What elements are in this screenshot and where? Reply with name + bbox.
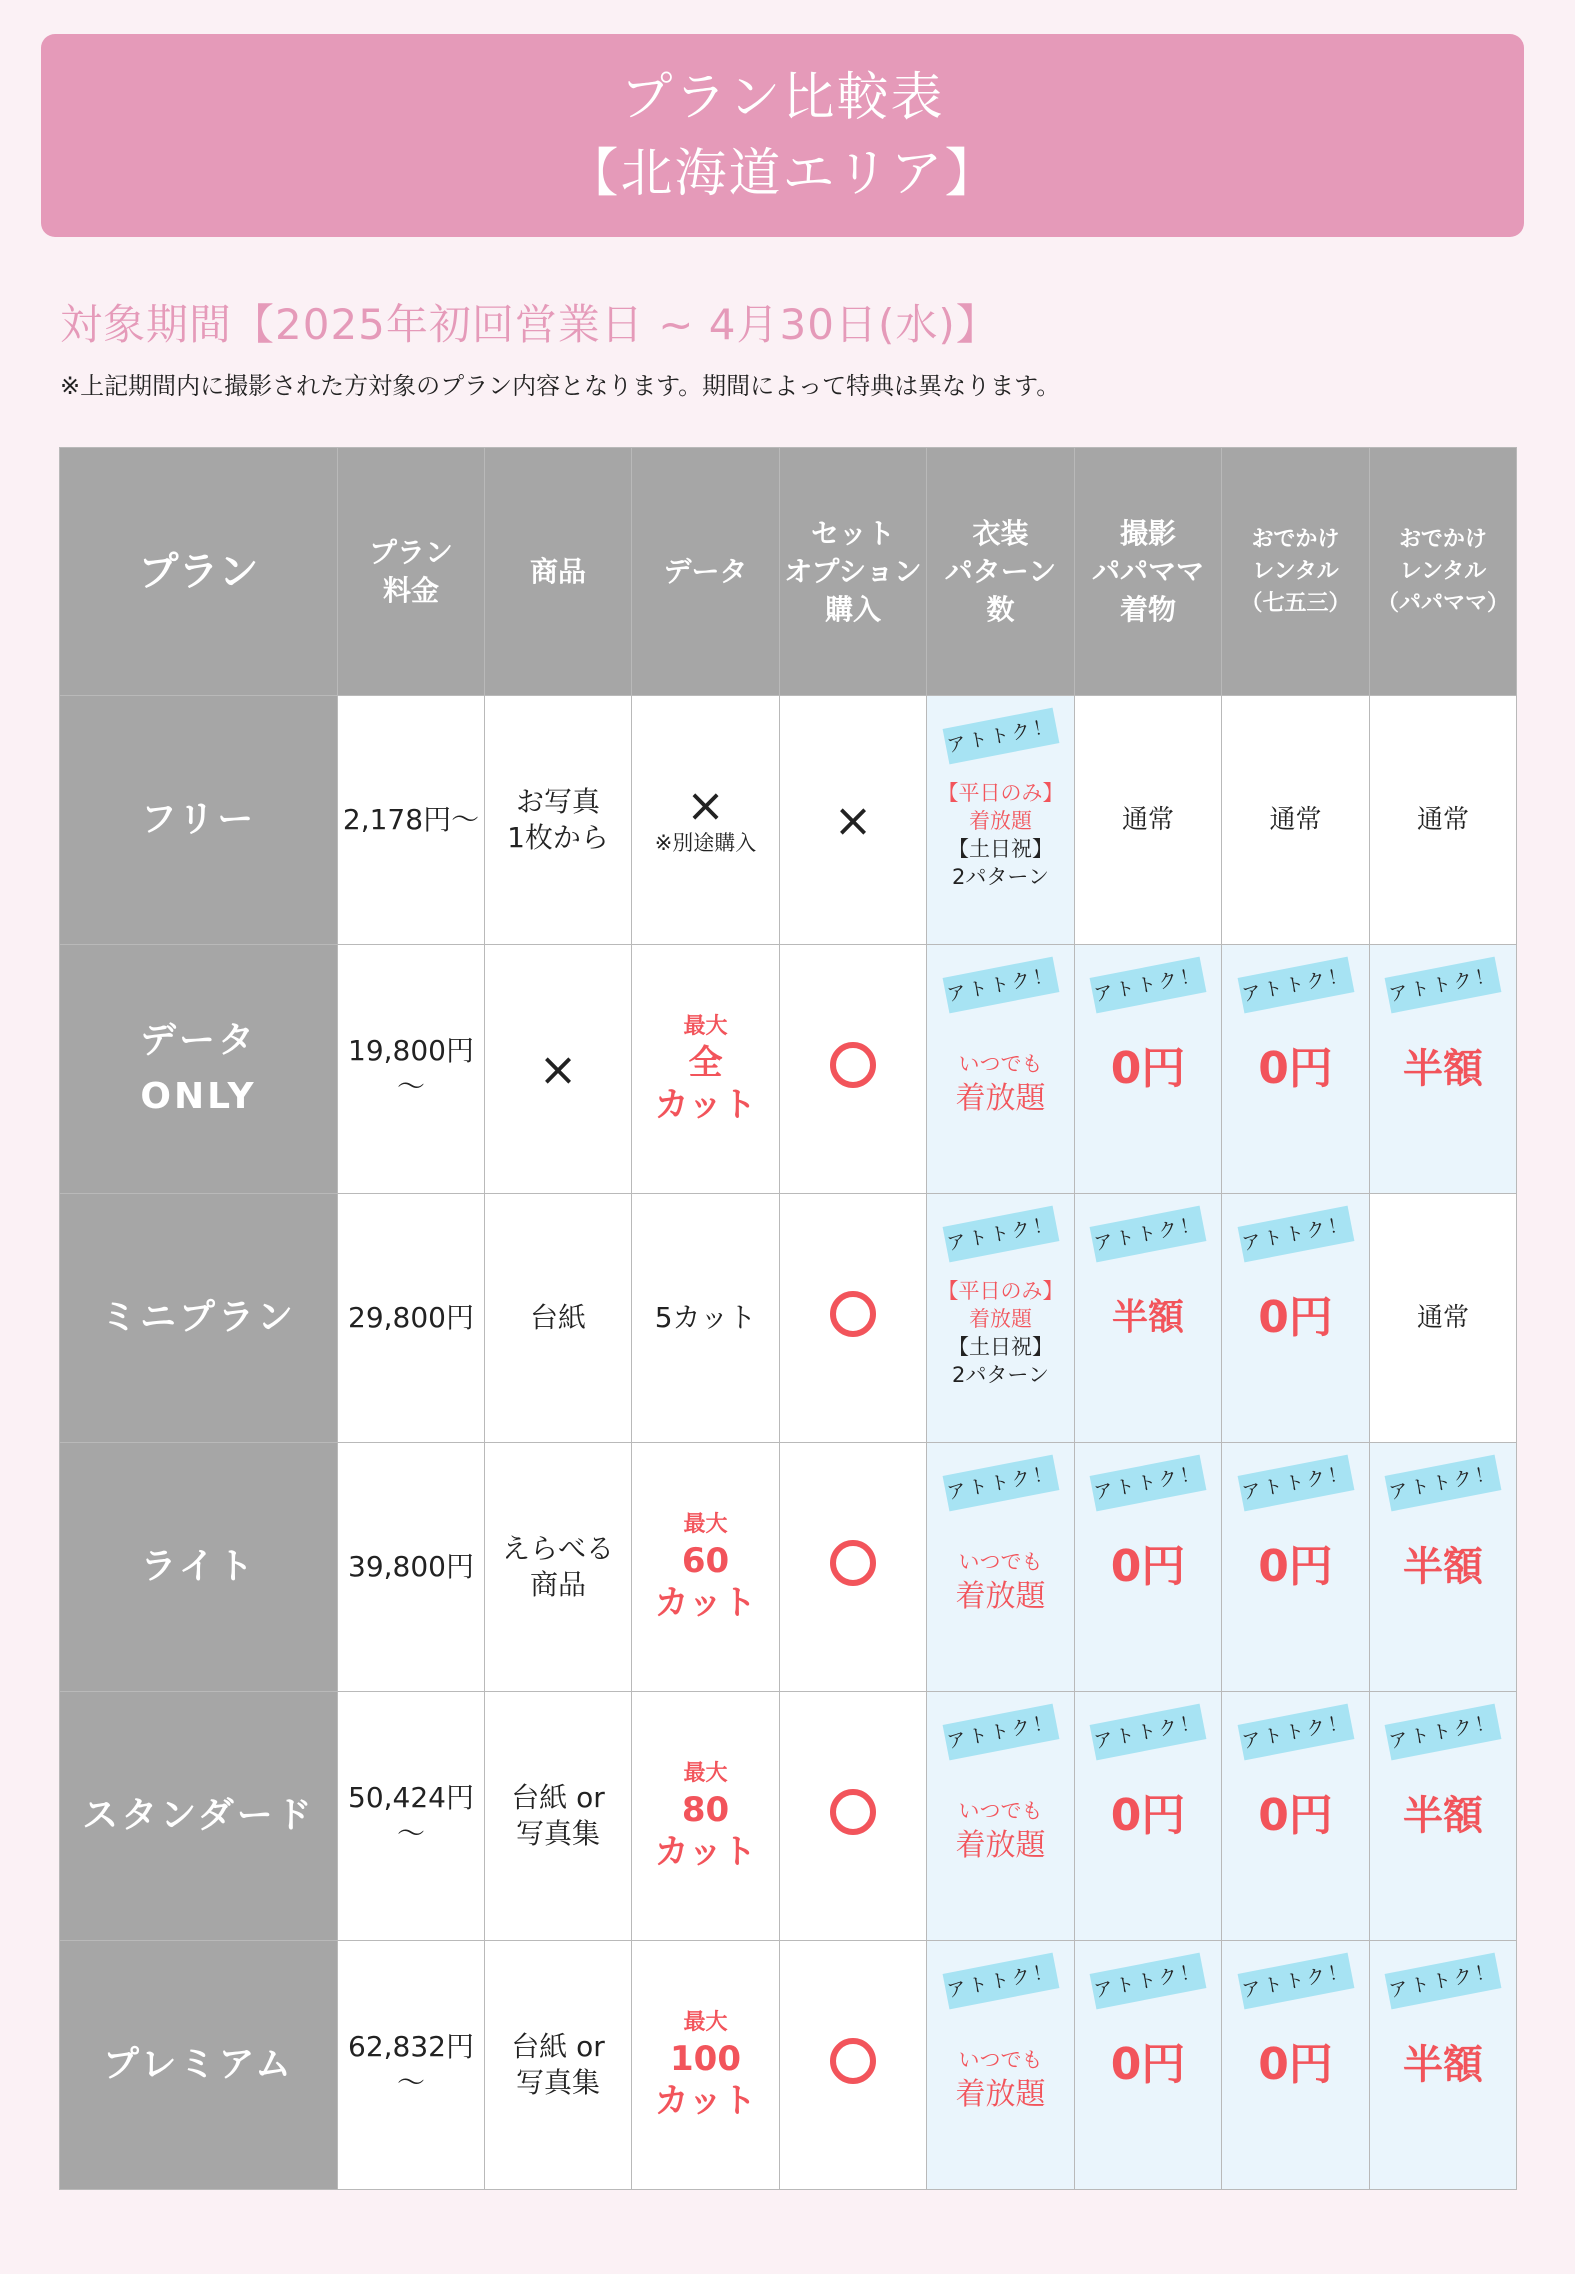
header-row xyxy=(60,448,1517,696)
separate-purchase-note: ※別途購入 xyxy=(654,831,757,855)
product-line: 台紙 or xyxy=(511,1781,605,1814)
plan-outing-parent xyxy=(1370,1941,1517,2190)
header-line: レンタル xyxy=(1399,558,1487,584)
header-product: 商品 xyxy=(485,448,632,696)
zero-yen: 0円 xyxy=(1110,1043,1186,1094)
atotoku-tag: アトトク！ xyxy=(1237,1704,1354,1761)
target-period: 対象期間【2025年初回営業日 ~ 4月30日(水)】 xyxy=(60,300,999,349)
product-line: 写真集 xyxy=(515,1817,600,1850)
atotoku-tag: アトトク！ xyxy=(1385,1455,1502,1512)
fee-value: 29,800円 xyxy=(348,1301,474,1334)
plan-row-free xyxy=(60,696,1517,945)
plan-product xyxy=(485,696,632,945)
fee-value: 39,800円 xyxy=(348,1550,474,1583)
anytime-label: いつでも xyxy=(958,2048,1043,2072)
product-line: 写真集 xyxy=(515,2066,600,2099)
cross-mark: × xyxy=(538,1042,578,1096)
header-fee xyxy=(338,448,485,696)
header-fee-line: 料金 xyxy=(382,573,439,607)
header-line: （パパママ） xyxy=(1376,590,1509,616)
plan-row-premium xyxy=(60,1941,1517,2190)
cross-mark: × xyxy=(833,793,873,847)
circle-mark-icon xyxy=(830,1042,876,1088)
data-max-label: 最大 xyxy=(683,1761,728,1786)
product-line: 台紙 xyxy=(529,1301,586,1334)
atotoku-tag: アトトク！ xyxy=(1237,957,1354,1014)
zero-yen: 0円 xyxy=(1258,2039,1333,2090)
plan-product xyxy=(485,1692,632,1941)
plan-data xyxy=(632,1194,780,1443)
weekday-free-label: 着放題 xyxy=(969,1307,1032,1331)
half-price: 半額 xyxy=(1111,1297,1184,1338)
header-data: データ xyxy=(632,448,780,696)
product-line: お写真 xyxy=(515,785,600,818)
header-costume xyxy=(927,448,1075,696)
plan-name-line: データ xyxy=(139,1020,257,1061)
normal-label: 通常 xyxy=(1121,805,1174,835)
period-note: ※上記期間内に撮影された方対象のプラン内容となります。期間によって特典は異なります。 xyxy=(60,372,1061,400)
header-plan: プラン xyxy=(60,448,338,696)
plan-costume xyxy=(927,1941,1075,2190)
plan-product xyxy=(485,945,632,1194)
plan-outing-753 xyxy=(1222,1692,1370,1941)
anytime-label: いつでも xyxy=(958,1052,1043,1076)
atotoku-tag: アトトク！ xyxy=(1385,1704,1502,1761)
header-line: レンタル xyxy=(1252,558,1339,584)
atotoku-tag: アトトク！ xyxy=(942,1953,1059,2010)
product-line: えらべる xyxy=(501,1532,614,1565)
circle-mark-icon xyxy=(830,2038,876,2084)
fee-value: 2,178円〜 xyxy=(342,803,480,836)
plan-outing-753 xyxy=(1222,945,1370,1194)
title-banner xyxy=(41,34,1524,237)
normal-label: 通常 xyxy=(1416,805,1469,835)
circle-mark-icon xyxy=(830,1540,876,1586)
plan-row-standard xyxy=(60,1692,1517,1941)
data-max-label: 最大 xyxy=(683,1014,728,1039)
plan-product xyxy=(485,1194,632,1443)
atotoku-tag: アトトク！ xyxy=(1090,957,1207,1014)
plan-fee xyxy=(338,1194,485,1443)
page-subtitle: 【北海道エリア】 xyxy=(566,143,999,204)
plan-set-option xyxy=(780,1443,927,1692)
plan-name: ライト xyxy=(60,1443,338,1692)
data-amount: 80 xyxy=(681,1790,730,1830)
free-wear-label: 着放題 xyxy=(955,1081,1046,1116)
plan-parent-kimono xyxy=(1075,1692,1222,1941)
plan-name: スタンダード xyxy=(60,1692,338,1941)
half-price: 半額 xyxy=(1403,2042,1483,2088)
plan-set-option xyxy=(780,1941,927,2190)
header-line: （七五三） xyxy=(1240,590,1351,616)
normal-label: 通常 xyxy=(1269,805,1322,835)
plan-product xyxy=(485,1941,632,2190)
weekend-count: 2パターン xyxy=(952,865,1049,889)
plan-costume xyxy=(927,696,1075,945)
plan-row-mini xyxy=(60,1194,1517,1443)
plan-outing-753 xyxy=(1222,696,1370,945)
weekday-label: 【平日のみ】 xyxy=(937,781,1064,805)
header-set-option xyxy=(780,448,927,696)
header-line: セット xyxy=(810,516,895,550)
header-line: 購入 xyxy=(824,592,881,626)
half-price: 半額 xyxy=(1403,1544,1483,1590)
plan-name xyxy=(60,945,338,1194)
header-line: 数 xyxy=(986,592,1015,626)
header-line: 着物 xyxy=(1119,592,1176,626)
header-line: オプション xyxy=(784,554,922,588)
fee-suffix: 〜 xyxy=(396,2066,425,2099)
data-amount: 全 xyxy=(688,1043,723,1083)
plan-outing-parent xyxy=(1370,696,1517,945)
header-line: おでかけ xyxy=(1399,526,1487,552)
plan-outing-parent xyxy=(1370,945,1517,1194)
data-amount: 100 xyxy=(670,2039,741,2079)
zero-yen: 0円 xyxy=(1110,2039,1186,2090)
weekday-label: 【平日のみ】 xyxy=(937,1279,1064,1303)
plan-costume xyxy=(927,1443,1075,1692)
free-wear-label: 着放題 xyxy=(955,1828,1046,1863)
plan-comparison-table xyxy=(59,447,1517,2190)
zero-yen: 0円 xyxy=(1258,1541,1333,1592)
data-cut-label: カット xyxy=(654,2081,757,2121)
header-line: パパママ xyxy=(1091,554,1204,588)
header-outing-parent xyxy=(1370,448,1517,696)
fee-value: 19,800円 xyxy=(348,1034,474,1067)
plan-set-option xyxy=(780,1194,927,1443)
plan-fee xyxy=(338,1443,485,1692)
plan-outing-parent xyxy=(1370,1194,1517,1443)
atotoku-tag: アトトク！ xyxy=(1385,1953,1502,2010)
anytime-label: いつでも xyxy=(958,1799,1043,1823)
fee-value: 50,424円 xyxy=(348,1781,474,1814)
product-line: 台紙 or xyxy=(511,2030,605,2063)
plan-name-line: ONLY xyxy=(140,1076,257,1117)
weekend-count: 2パターン xyxy=(952,1363,1049,1387)
plan-data xyxy=(632,1692,780,1941)
atotoku-tag: アトトク！ xyxy=(1237,1953,1354,2010)
half-price: 半額 xyxy=(1403,1793,1483,1839)
cross-mark: × xyxy=(686,778,725,832)
normal-label: 通常 xyxy=(1416,1303,1469,1333)
plan-outing-753 xyxy=(1222,1443,1370,1692)
data-amount: 60 xyxy=(681,1541,730,1581)
weekday-free-label: 着放題 xyxy=(969,809,1032,833)
plan-parent-kimono xyxy=(1075,945,1222,1194)
data-text: 5カット xyxy=(654,1301,757,1334)
plan-name: フリー xyxy=(60,696,338,945)
plan-set-option xyxy=(780,945,927,1194)
zero-yen: 0円 xyxy=(1258,1790,1333,1841)
plan-outing-parent xyxy=(1370,1443,1517,1692)
atotoku-tag: アトトク！ xyxy=(942,957,1059,1014)
plan-costume xyxy=(927,1692,1075,1941)
fee-suffix: 〜 xyxy=(396,1817,425,1850)
header-fee-line: プラン xyxy=(368,535,453,569)
atotoku-tag: アトトク！ xyxy=(1237,1455,1354,1512)
free-wear-label: 着放題 xyxy=(955,1579,1046,1614)
plan-row-light xyxy=(60,1443,1517,1692)
data-cut-label: カット xyxy=(654,1085,757,1125)
atotoku-tag: アトトク！ xyxy=(1090,1455,1207,1512)
zero-yen: 0円 xyxy=(1258,1292,1333,1343)
plan-data xyxy=(632,696,780,945)
header-line: 撮影 xyxy=(1119,516,1176,550)
atotoku-tag: アトトク！ xyxy=(1385,957,1502,1014)
atotoku-tag: アトトク！ xyxy=(942,1206,1059,1263)
data-cut-label: カット xyxy=(654,1583,757,1623)
plan-product xyxy=(485,1443,632,1692)
plan-costume xyxy=(927,945,1075,1194)
atotoku-tag: アトトク！ xyxy=(942,1704,1059,1761)
anytime-label: いつでも xyxy=(958,1550,1043,1574)
data-max-label: 最大 xyxy=(683,2010,728,2035)
plan-outing-753 xyxy=(1222,1194,1370,1443)
plan-fee xyxy=(338,945,485,1194)
plan-data xyxy=(632,1443,780,1692)
plan-costume xyxy=(927,1194,1075,1443)
atotoku-tag: アトトク！ xyxy=(1090,1206,1207,1263)
zero-yen: 0円 xyxy=(1258,1043,1333,1094)
free-wear-label: 着放題 xyxy=(955,2077,1046,2112)
product-line: 1枚から xyxy=(507,821,609,854)
circle-mark-icon xyxy=(830,1291,876,1337)
header-line: 衣装 xyxy=(972,516,1029,550)
zero-yen: 0円 xyxy=(1110,1541,1186,1592)
circle-mark-icon xyxy=(830,1789,876,1835)
fee-suffix: 〜 xyxy=(396,1070,425,1103)
atotoku-tag: アトトク！ xyxy=(1237,1206,1354,1263)
data-max-label: 最大 xyxy=(683,1512,728,1537)
half-price: 半額 xyxy=(1403,1046,1483,1092)
header-parent-kimono xyxy=(1075,448,1222,696)
atotoku-tag: アトトク！ xyxy=(1090,1953,1207,2010)
weekend-label: 【土日祝】 xyxy=(948,1335,1053,1359)
plan-parent-kimono xyxy=(1075,1443,1222,1692)
product-line: 商品 xyxy=(529,1568,586,1601)
plan-outing-parent xyxy=(1370,1692,1517,1941)
atotoku-tag: アトトク！ xyxy=(1090,1704,1207,1761)
plan-parent-kimono xyxy=(1075,1194,1222,1443)
plan-name: ミニプラン xyxy=(60,1194,338,1443)
data-cut-label: カット xyxy=(654,1832,757,1872)
weekend-label: 【土日祝】 xyxy=(948,837,1053,861)
plan-data xyxy=(632,945,780,1194)
plan-outing-753 xyxy=(1222,1941,1370,2190)
plan-fee xyxy=(338,1692,485,1941)
header-outing-753 xyxy=(1222,448,1370,696)
plan-set-option xyxy=(780,696,927,945)
plan-set-option xyxy=(780,1692,927,1941)
atotoku-tag: アトトク！ xyxy=(942,708,1059,765)
plan-parent-kimono xyxy=(1075,696,1222,945)
plan-name: プレミアム xyxy=(60,1941,338,2190)
plan-fee xyxy=(338,1941,485,2190)
plan-row-data-only xyxy=(60,945,1517,1194)
plan-parent-kimono xyxy=(1075,1941,1222,2190)
header-line: パターン xyxy=(944,554,1057,588)
plan-fee xyxy=(338,696,485,945)
fee-value: 62,832円 xyxy=(348,2030,474,2063)
atotoku-tag: アトトク！ xyxy=(942,1455,1059,1512)
plan-data xyxy=(632,1941,780,2190)
page-title: プラン比較表 xyxy=(620,67,945,128)
zero-yen: 0円 xyxy=(1110,1790,1186,1841)
header-line: おでかけ xyxy=(1251,526,1340,552)
